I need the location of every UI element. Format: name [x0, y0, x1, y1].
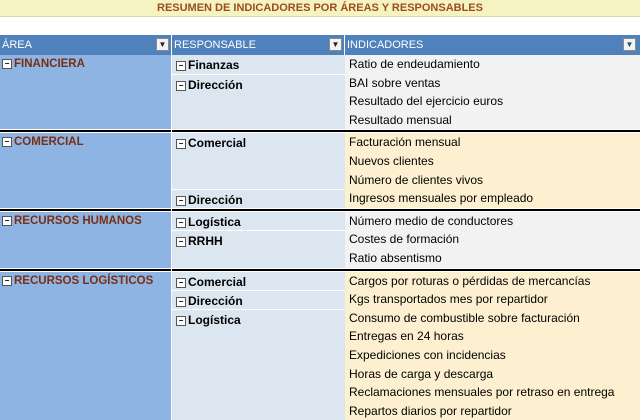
responsable-label[interactable]: [176, 136, 246, 150]
indicator-cell[interactable]: Cargos por roturas o pérdidas de mercancías: [345, 272, 640, 291]
group-separator: [0, 130, 640, 132]
responsable-name: Comercial: [188, 136, 247, 151]
responsable-cell[interactable]: [172, 133, 345, 189]
collapse-toggle-icon[interactable]: −: [2, 137, 12, 147]
collapse-toggle-icon[interactable]: −: [2, 59, 12, 69]
indicator-cell[interactable]: Resultado del ejercicio euros: [345, 92, 640, 111]
area-cell[interactable]: [0, 272, 172, 420]
column-header-area-label: ÁREA: [2, 39, 32, 51]
collapse-toggle-icon[interactable]: −: [176, 278, 186, 288]
collapse-toggle-icon[interactable]: −: [176, 81, 186, 91]
responsable-label[interactable]: [176, 193, 243, 207]
indicadores-filter-active-icon[interactable]: ▼: [623, 38, 636, 51]
collapse-toggle-icon[interactable]: −: [176, 316, 186, 326]
group-separator: [0, 269, 640, 271]
area-name: RECURSOS LOGÍSTICOS: [14, 274, 154, 287]
area-label[interactable]: [2, 136, 84, 148]
responsable-cell[interactable]: [172, 290, 345, 309]
indicator-cell[interactable]: Consumo de combustible sobre facturación: [345, 309, 640, 328]
responsable-label[interactable]: [176, 275, 246, 289]
responsable-cell[interactable]: [172, 309, 345, 420]
indicator-cell[interactable]: Entregas en 24 horas: [345, 327, 640, 346]
report-title: RESUMEN DE INDICADORES POR ÁREAS Y RESPONSABLES: [0, 0, 640, 17]
column-header-responsable-label: RESPONSABLE: [174, 39, 256, 51]
indicator-cell[interactable]: Nuevos clientes: [345, 152, 640, 171]
collapse-toggle-icon[interactable]: −: [176, 237, 186, 247]
area-filter-dropdown-icon[interactable]: ▼: [156, 38, 169, 51]
responsable-name: Dirección: [188, 294, 243, 309]
responsable-cell[interactable]: [172, 272, 345, 291]
area-cell[interactable]: [0, 55, 172, 129]
responsable-name: Comercial: [188, 274, 247, 289]
responsable-label[interactable]: [176, 234, 223, 248]
column-header-indicadores[interactable]: [345, 35, 640, 55]
collapse-toggle-icon[interactable]: −: [2, 276, 12, 286]
area-name: RECURSOS HUMANOS: [14, 214, 142, 227]
column-header-area[interactable]: [0, 35, 172, 55]
column-divider: [171, 55, 172, 420]
pivot-header-row: [0, 35, 640, 55]
responsable-filter-dropdown-icon[interactable]: ▼: [329, 38, 342, 51]
responsable-name: Dirección: [188, 77, 243, 92]
collapse-toggle-icon[interactable]: −: [176, 297, 186, 307]
indicator-cell[interactable]: Resultado mensual: [345, 111, 640, 130]
area-cell[interactable]: [0, 212, 172, 268]
indicator-cell[interactable]: Facturación mensual: [345, 133, 640, 152]
responsable-cell[interactable]: [172, 189, 345, 208]
responsable-name: Finanzas: [188, 58, 240, 72]
responsable-name: Logística: [188, 214, 241, 229]
responsable-label[interactable]: [176, 294, 243, 308]
column-header-responsable[interactable]: [172, 35, 345, 55]
responsable-label[interactable]: [176, 58, 239, 72]
area-name: FINANCIERA: [14, 58, 85, 70]
indicator-cell[interactable]: Kgs transportados mes por repartidor: [345, 290, 640, 309]
indicator-cell[interactable]: Número de clientes vivos: [345, 171, 640, 190]
indicator-cell[interactable]: Costes de formación: [345, 230, 640, 249]
indicator-cell[interactable]: BAI sobre ventas: [345, 74, 640, 93]
responsable-cell[interactable]: [172, 55, 345, 74]
indicator-cell[interactable]: Ratio de endeudamiento: [345, 55, 640, 74]
indicator-cell[interactable]: Reclamaciones mensuales por retraso en entrega: [345, 383, 640, 402]
responsable-name: Dirección: [188, 193, 243, 208]
indicator-cell[interactable]: Ingresos mensuales por empleado: [345, 189, 640, 208]
indicator-cell[interactable]: Repartos diarios por repartidor: [345, 402, 640, 420]
collapse-toggle-icon[interactable]: −: [176, 196, 186, 206]
group-separator: [0, 209, 640, 211]
collapse-toggle-icon[interactable]: −: [2, 216, 12, 226]
column-header-indicadores-label: INDICADORES: [347, 39, 424, 51]
collapse-toggle-icon[interactable]: −: [176, 218, 186, 228]
responsable-name: Logística: [188, 312, 241, 327]
responsable-label[interactable]: [176, 215, 241, 229]
indicator-cell[interactable]: Expediciones con incidencias: [345, 346, 640, 365]
area-cell[interactable]: [0, 133, 172, 207]
responsable-cell[interactable]: [172, 212, 345, 231]
area-label[interactable]: [2, 275, 153, 287]
responsable-label[interactable]: [176, 313, 241, 327]
responsable-cell[interactable]: [172, 74, 345, 130]
responsable-cell[interactable]: [172, 230, 345, 267]
responsable-name: RRHH: [188, 234, 223, 249]
indicator-cell[interactable]: Ratio absentismo: [345, 249, 640, 268]
area-label[interactable]: [2, 58, 85, 70]
collapse-toggle-icon[interactable]: −: [176, 61, 186, 71]
responsable-label[interactable]: [176, 78, 243, 92]
indicator-cell[interactable]: Número medio de conductores: [345, 212, 640, 231]
collapse-toggle-icon[interactable]: −: [176, 139, 186, 149]
area-name: COMERCIAL: [14, 136, 84, 149]
area-label[interactable]: [2, 215, 142, 227]
indicator-cell[interactable]: Horas de carga y descarga: [345, 365, 640, 384]
